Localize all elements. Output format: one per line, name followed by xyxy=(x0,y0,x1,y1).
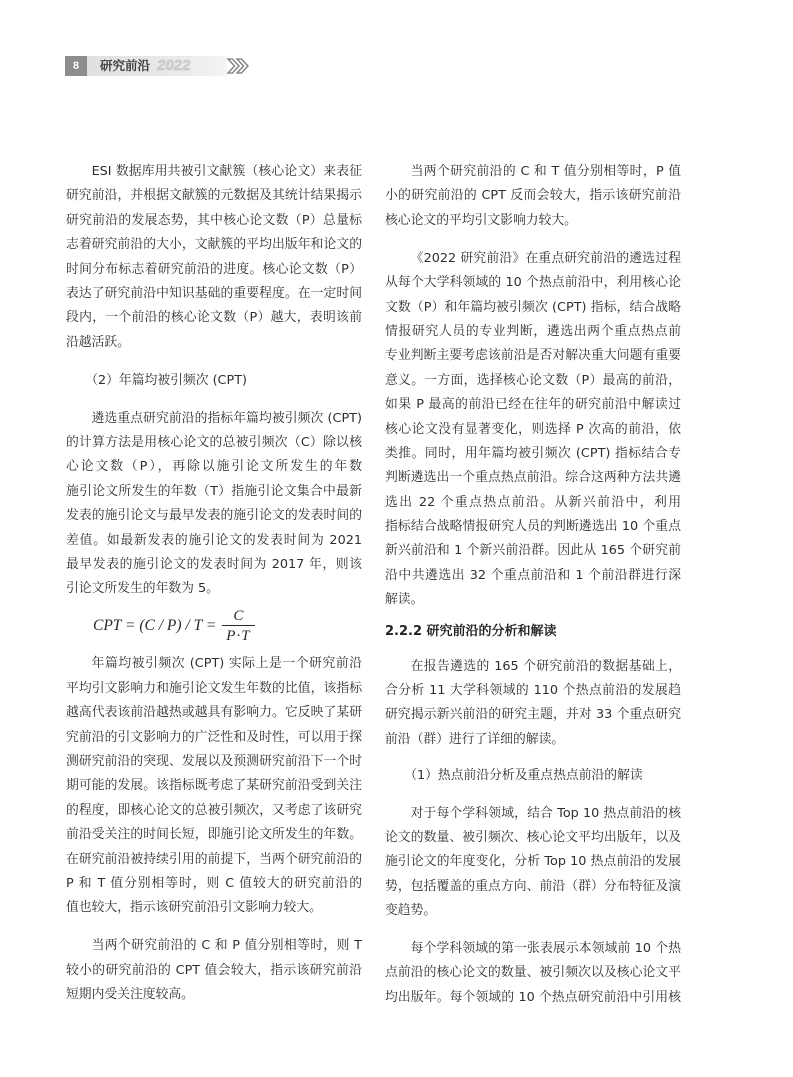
text-line: 当两个研究前沿的 C 和 T 值分别相等时，P 值 xyxy=(410,164,681,179)
text-line: 测研究前沿的突现、发展以及预测研究前沿下一个时 xyxy=(66,753,362,769)
text-line: 变趋势。 xyxy=(385,903,437,919)
text-line: 沿中共遴选出 32 个重点前沿和 1 个前沿群进行深 xyxy=(385,567,681,583)
text-line: 每个学科领域的第一张表展示本领域前 10 个热 xyxy=(410,941,681,957)
text-line: 对于每个学科领域，结合 Top 10 热点前沿的核 xyxy=(410,805,681,821)
text-line: 平均引文影响力和施引论文发生年数的比值，该指标 xyxy=(66,680,362,696)
text-line: 指标结合战略情报研究人员的判断遴选出 10 个重点 xyxy=(385,519,681,535)
text-line: 解读。 xyxy=(385,592,424,608)
text-line: 最早发表的施引论文的发表时间为 2017 年，则该 xyxy=(66,557,362,573)
text-line: 势，包括覆盖的重点方向、前沿（群）分布特征及演 xyxy=(385,878,681,894)
text-line: 《2022 研究前沿》在重点研究前沿的遴选过程 xyxy=(410,250,681,266)
text-line: 如果 P 最高的前沿已经在往年的研究前沿中解读过 xyxy=(385,397,681,413)
text-line: 的程度，即核心论文的总被引频次，又考虑了该研究 xyxy=(66,802,362,818)
text-line: 合分析 11 大学科领域的 110 个热点前沿的发展趋 xyxy=(385,683,681,698)
text-line: P 和 T 值分别相等时，则 C 值较大的研究前沿的 xyxy=(66,875,362,891)
text-line: 意义。一方面，选择核心论文数（P）最高的前沿， xyxy=(385,372,681,388)
text-line: 类推。同时，用年篇均被引频次 (CPT) 指标结合专 xyxy=(385,445,681,461)
text-line: 越高代表该前沿越热或越具有影响力。它反映了某研 xyxy=(66,705,362,721)
text-line: 论文的数量、被引频次、核心论文平均出版年，以及 xyxy=(385,829,681,845)
formula-numerator: C xyxy=(233,607,244,624)
text-line: 表达了研究前沿中知识基础的重要程度。在一定时间 xyxy=(66,285,362,301)
left-column xyxy=(66,160,362,1007)
text-line: 差值。如最新发表的施引论文的发表时间为 2021 xyxy=(66,532,362,548)
text-line: 新兴前沿和 1 个新兴前沿群。因此从 165 个研究前 xyxy=(385,543,681,559)
text-line: 引论文所发生的年数为 5。 xyxy=(66,581,219,597)
text-line: 期可能的发展。该指标既考虑了某研究前沿受到关注 xyxy=(66,778,362,794)
text-line: 年篇均被引频次 (CPT) 实际上是一个研究前沿 xyxy=(91,656,362,672)
text-line: 研究前沿，并根据文献簇的元数据及其统计结果揭示 xyxy=(66,188,362,204)
paragraph-analysis-overview xyxy=(385,655,681,753)
paragraph-cpt-meaning xyxy=(66,652,362,920)
text-line: 遴选重点研究前沿的指标年篇均被引频次 (CPT) xyxy=(91,410,362,426)
text-line: 心论文数（P），再除以施引论文所发生的年数 xyxy=(66,459,362,475)
text-line: 发表的施引论文与最早发表的施引论文的发表时间的 xyxy=(66,508,362,524)
text-line: 从每个大学科领域的 10 个热点前沿中，利用核心论 xyxy=(385,275,681,291)
text-line: 均出版年。每个领域的 10 个热点研究前沿中引用核 xyxy=(385,989,681,1005)
text-line: 点前沿的核心论文的数量、被引频次以及核心论文平 xyxy=(385,965,681,981)
text-line: 较小的研究前沿的 CPT 值会较大，指示该研究前沿 xyxy=(66,962,362,978)
paragraph-esi-research-fronts xyxy=(66,160,362,355)
cpt-formula xyxy=(66,604,362,648)
text-line: 时间分布标志着研究前沿的进度。核心论文数（P） xyxy=(66,261,362,277)
text-line: 前沿受关注的时间长短，即施引论文所发生的年数。 xyxy=(66,827,362,843)
text-line: 小的研究前沿的 CPT 反而会较大，指示该研究前沿 xyxy=(385,188,681,204)
text-line: 施引论文所发生的年数（T）指施引论文集合中最新 xyxy=(66,483,362,499)
text-line: 核心论文的平均引文影响力较大。 xyxy=(385,212,577,228)
right-column xyxy=(385,160,681,1010)
text-line: 在研究前沿被持续引用的前提下，当两个研究前沿的 xyxy=(66,851,362,867)
text-line: 研究揭示新兴前沿的研究主题，并对 33 个重点研究 xyxy=(385,707,681,723)
paragraph-c-t-equal xyxy=(385,160,681,233)
running-title-year: 2022 xyxy=(157,57,191,74)
text-line: 选出 22 个重点热点前沿。从新兴前沿中，利用 xyxy=(385,494,681,510)
paragraph-cpt-method xyxy=(66,407,362,602)
section-heading-2-2-2: 2.2.2 研究前沿的分析和解读 xyxy=(385,623,557,639)
text-line: 短期内受关注度较高。 xyxy=(66,987,194,1003)
text-line: 的计算方法是用核心论文的总被引频次（C）除以核 xyxy=(66,435,362,451)
page-header xyxy=(65,56,255,76)
text-line: 文数（P）和年篇均被引频次 (CPT) 指标，结合战略 xyxy=(385,299,681,315)
paragraph-selection-process xyxy=(385,247,681,613)
text-line: 究前沿的引文影响力的广泛性和及时性，可以用于探 xyxy=(66,729,362,745)
paragraph-top10-analysis xyxy=(385,802,681,924)
formula-fraction xyxy=(222,607,254,645)
text-line: 核心论文没有显著变化，则选择 P 次高的前沿，依 xyxy=(385,421,681,437)
paragraph-c-p-equal xyxy=(66,934,362,1007)
text-line: 前沿（群）进行了详细的解读。 xyxy=(385,731,565,747)
paragraph-first-table xyxy=(385,937,681,1010)
text-line: 专业判断主要考虑该前沿是否对解决重大问题有重要 xyxy=(385,348,681,364)
text-line: 值也较大，指示该研究前沿引文影响力较大。 xyxy=(66,900,322,916)
running-title: 研究前沿 xyxy=(100,58,151,73)
text-line: 沿越活跃。 xyxy=(66,334,130,350)
double-chevron-icon xyxy=(226,56,252,76)
formula-denominator: P·T xyxy=(222,625,254,645)
text-line: 施引论文的年度变化，分析 Top 10 热点前沿的发展 xyxy=(385,854,681,870)
subheading-hot-fronts: （1）热点前沿分析及重点热点前沿的解读 xyxy=(404,767,643,783)
text-line: 情报研究人员的专业判断，遴选出两个重点热点前 xyxy=(385,323,681,339)
formula-lhs: CPT = (C / P) / T = xyxy=(93,616,217,634)
text-line: 段内，一个前沿的核心论文数（P）越大，表明该前 xyxy=(66,310,362,326)
text-line: ESI 数据库用共被引文献簇（核心论文）来表征 xyxy=(91,164,362,179)
text-line: 判断遴选出一个重点热点前沿。综合这两种方法共遴 xyxy=(385,470,681,486)
subheading-cpt: （2）年篇均被引频次 (CPT) xyxy=(85,372,248,388)
text-line: 研究前沿的发展态势，其中核心论文数（P）总量标 xyxy=(66,212,362,228)
text-line: 在报告遴选的 165 个研究前沿的数据基础上， xyxy=(410,658,681,674)
page-number: 8 xyxy=(65,56,87,76)
text-line: 当两个研究前沿的 C 和 P 值分别相等时，则 T xyxy=(91,938,362,954)
text-line: 志着研究前沿的大小，文献簇的平均出版年和论文的 xyxy=(66,237,362,253)
